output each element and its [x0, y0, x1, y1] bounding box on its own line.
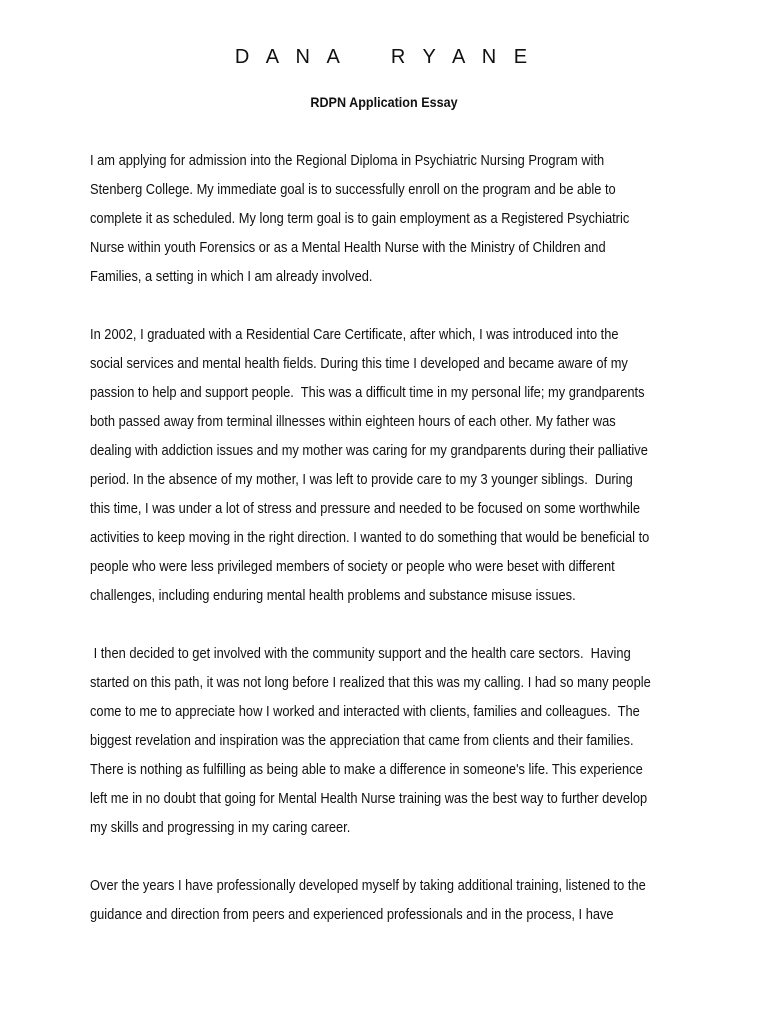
text-line: Nurse within youth Forensics or as a Mental Health Nurse with the Ministry of Children and: [90, 240, 606, 256]
text-line: activities to keep moving in the right direction. I wanted to do something that would be beneficial to: [90, 530, 650, 546]
text-line: my skills and progressing in my caring career.: [90, 820, 351, 836]
text-line: Stenberg College. My immediate goal is to successfully enroll on the program and be able to: [90, 182, 616, 198]
text-line: I am applying for admission into the Regional Diploma in Psychiatric Nursing Program with: [90, 153, 605, 169]
paragraph: [90, 640, 676, 843]
text-line: In 2002, I graduated with a Residential Care Certificate, after which, I was introduced into the: [90, 327, 619, 343]
text-line: both passed away from terminal illnesses within eighteen hours of each other. My father was: [90, 414, 616, 430]
text-line: complete it as scheduled. My long term goal is to gain employment as a Registered Psychiatric: [90, 211, 630, 227]
text-line: Families, a setting in which I am already involved.: [90, 269, 373, 285]
text-line: biggest revelation and inspiration was the appreciation that came from clients and their families.: [90, 733, 634, 749]
paragraph: [90, 321, 676, 611]
text-line: social services and mental health fields. During this time I developed and became aware of my: [90, 356, 628, 372]
text-line: There is nothing as fulfilling as being able to make a difference in someone's life. This experience: [90, 762, 643, 778]
text-line: passion to help and support people. This was a difficult time in my personal life; my grandparents: [90, 385, 645, 401]
text-line: started on this path, it was not long before I realized that this was my calling. I had so many people: [90, 675, 651, 691]
text-line: left me in no doubt that going for Mental Health Nurse training was the best way to further develop: [90, 791, 648, 807]
paragraph: [90, 872, 676, 930]
author-name: D A N A R Y A N E: [234, 46, 534, 68]
text-line: period. In the absence of my mother, I was left to provide care to my 3 younger siblings. During: [90, 472, 633, 488]
text-line: guidance and direction from peers and experienced professionals and in the process, I have: [90, 907, 614, 923]
text-line: come to me to appreciate how I worked and interacted with clients, families and colleagues. The: [90, 704, 640, 720]
essay-title: RDPN Application Essay: [310, 94, 458, 110]
text-line: this time, I was under a lot of stress and pressure and needed to be focused on some worthwhile: [90, 501, 641, 517]
essay-body: [90, 147, 676, 959]
text-line: I then decided to get involved with the community support and the health care sectors. Having: [90, 646, 631, 662]
paragraph: [90, 147, 676, 292]
text-line: people who were less privileged members of society or people who were beset with different: [90, 559, 615, 575]
text-line: challenges, including enduring mental health problems and substance misuse issues.: [90, 588, 576, 604]
text-line: dealing with addiction issues and my mother was caring for my grandparents during their palliative: [90, 443, 648, 459]
text-line: Over the years I have professionally developed myself by taking additional training, listened to the: [90, 878, 646, 894]
